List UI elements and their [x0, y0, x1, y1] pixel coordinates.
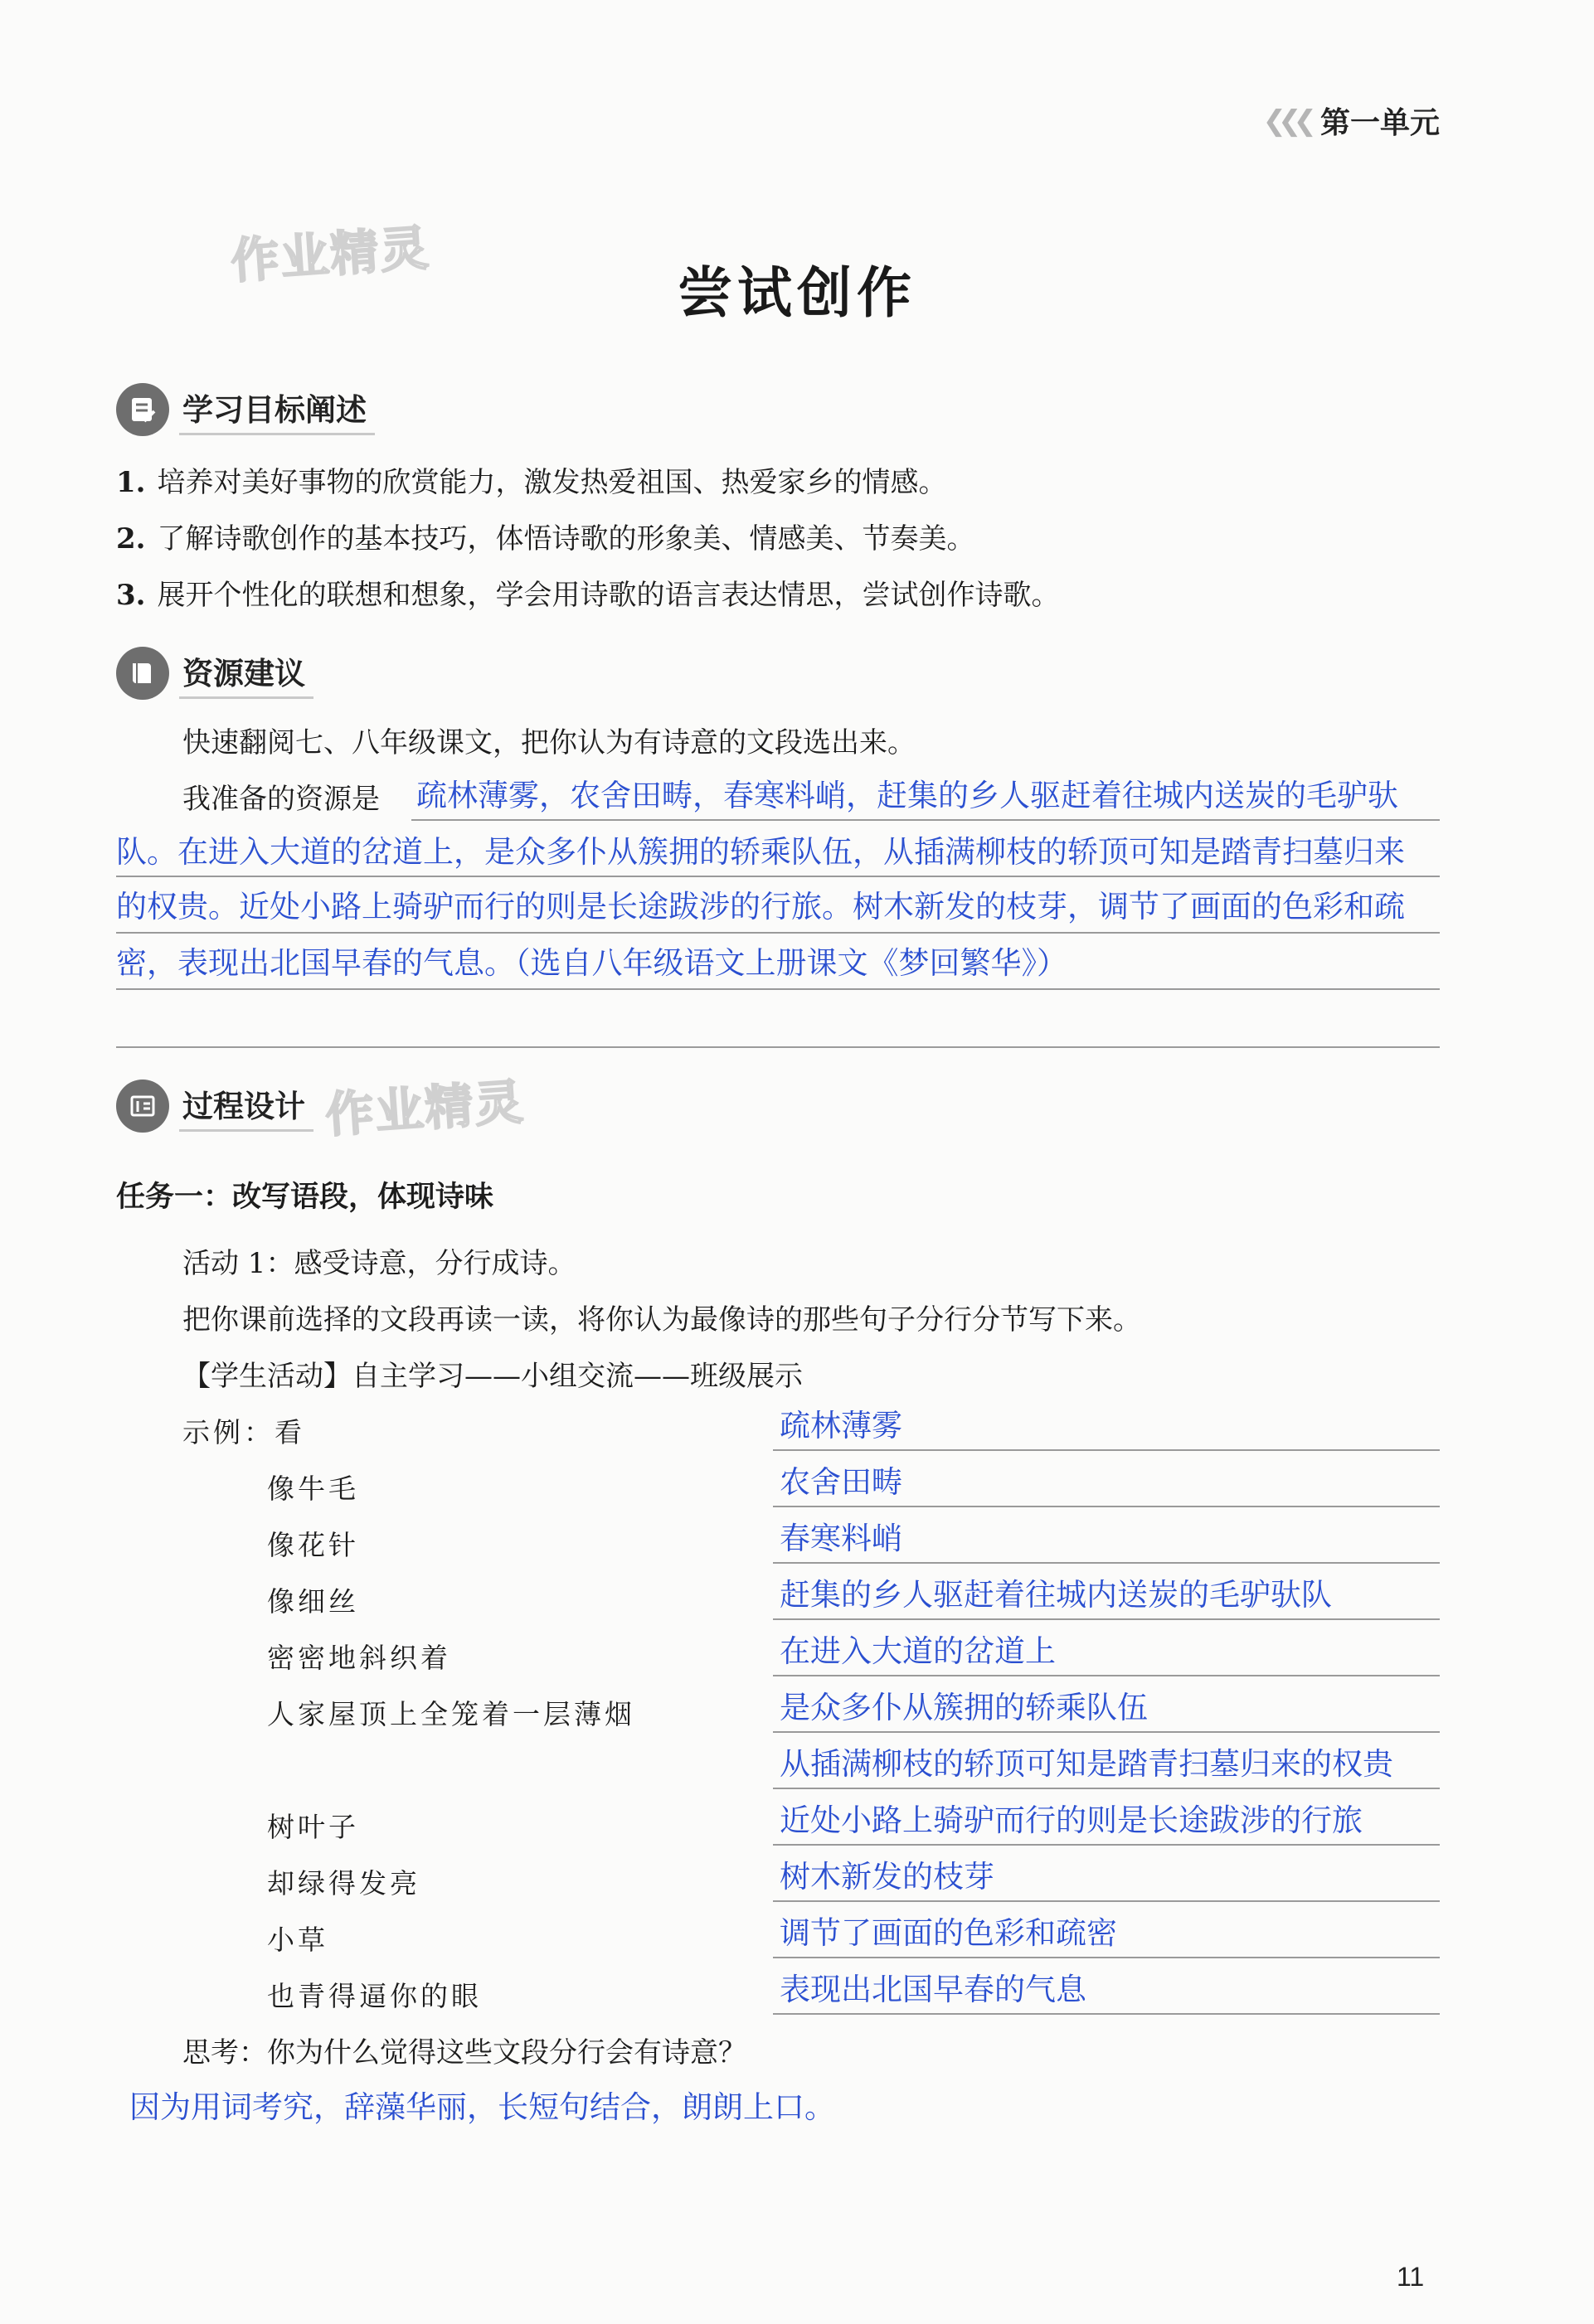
section-title: 过程设计: [179, 1081, 313, 1132]
poem-line: 像细丝: [267, 1585, 359, 1618]
task-title: 任务一：改写语段，体现诗味: [116, 1181, 494, 1214]
goal-text: 培养对美好事物的欣赏能力，激发热爱祖国、热爱家乡的情感。: [157, 466, 947, 499]
question-text: 思考：你为什么觉得这些文段分行会有诗意？: [182, 2036, 746, 2069]
answer-rule: [773, 1562, 1440, 1564]
answer-rule: [116, 988, 1440, 990]
poem-answer-line: 调节了画面的色彩和疏密: [780, 1916, 1117, 1950]
poem-line: 像牛毛: [267, 1473, 359, 1505]
answer-rule: [773, 1957, 1440, 1958]
answer-rule: [773, 1506, 1440, 1507]
resources-prompt: 我准备的资源是: [182, 783, 380, 816]
poem-line: 像花针: [267, 1529, 359, 1561]
poem-answer-line: 赶集的乡人驱赶着往城内送炭的毛驴驮队: [780, 1578, 1332, 1612]
poem-answer-line: 是众多仆从簇拥的轿乘队伍: [780, 1691, 1148, 1725]
poem-line: 人家屋顶上全笼着一层薄烟: [267, 1698, 635, 1730]
goal-text: 了解诗歌创作的基本技巧，体悟诗歌的形象美、情感美、节奏美。: [157, 522, 975, 556]
section-heading-goals: [116, 380, 375, 439]
poem-line: 却绿得发亮: [267, 1867, 420, 1899]
goal-item: [116, 522, 975, 556]
poem-answer-line: 近处小路上骑驴而行的则是长途跋涉的行旅: [780, 1803, 1363, 1837]
poem-line: 小草: [267, 1924, 328, 1956]
poem-answer-line: 疏林薄雾: [780, 1409, 902, 1443]
poem-line: 树叶子: [267, 1811, 359, 1843]
section-title: 资源建议: [179, 648, 313, 699]
answer-rule: [773, 1844, 1440, 1846]
resources-intro: 快速翻阅七、八年级课文，把你认为有诗意的文段选出来。: [182, 726, 916, 759]
goal-item: [116, 579, 1060, 612]
resource-answer-line: 疏林薄雾，农舍田畴，春寒料峭，赶集的乡人驱赶着往城内送炭的毛驴驮: [416, 779, 1398, 813]
poem-answer-line: 农舍田畴: [780, 1465, 902, 1499]
goal-number: 3.: [116, 579, 146, 612]
watermark: 作业精灵: [229, 219, 432, 290]
section-heading-process: [116, 1076, 313, 1136]
book-icon: [116, 647, 169, 700]
poem-line: 密密地斜织着: [267, 1642, 451, 1674]
watermark: 作业精灵: [323, 1073, 527, 1144]
instruction-text: 把你课前选择的文段再读一读，将你认为最像诗的那些句子分行分节写下来。: [182, 1303, 1141, 1337]
answer-rule: [116, 1046, 1440, 1048]
goal-text: 展开个性化的联想和想象，学会用诗歌的语言表达情思，尝试创作诗歌。: [157, 579, 1060, 612]
page-number: 11: [1397, 2262, 1425, 2292]
unit-title: 第一单元: [1319, 106, 1440, 140]
poem-answer-line: 春寒料峭: [780, 1521, 902, 1555]
tools-icon: [116, 1080, 169, 1133]
answer-rule: [116, 932, 1440, 934]
answer-rule: [773, 1788, 1440, 1789]
section-heading-resources: [116, 643, 313, 703]
answer-rule: [116, 876, 1440, 877]
goal-number: 1.: [116, 466, 146, 499]
answer-rule: [411, 819, 1440, 821]
answer-rule: [773, 1449, 1440, 1451]
poem-answer-line: 在进入大道的岔道上: [780, 1634, 1056, 1668]
answer-rule: [773, 1731, 1440, 1733]
question-answer: 因为用词考究，辞藻华丽，长短句结合，朗朗上口。: [129, 2090, 835, 2124]
student-activity: 【学生活动】自主学习——小组交流——班级展示: [182, 1360, 803, 1393]
resource-answer-line: 密，表现出北国早春的气息。（选自八年级语文上册课文《梦回繁华》）: [116, 946, 1067, 980]
answer-rule: [773, 2013, 1440, 2015]
chevrons-icon: ❮❮❮: [1262, 104, 1309, 138]
example-label: 示例：看: [182, 1416, 305, 1448]
poem-answer-line: 树木新发的枝芽: [780, 1860, 994, 1894]
page-title: 尝试创作: [678, 261, 916, 325]
answer-rule: [773, 1900, 1440, 1902]
poem-answer-line: 从插满柳枝的轿顶可知是踏青扫墓归来的权贵: [780, 1747, 1393, 1781]
resource-answer-line: 队。在进入大道的岔道上，是众多仆从簇拥的轿乘队伍，从插满柳枝的轿顶可知是踏青扫墓归来: [116, 835, 1405, 869]
poem-line: 也青得逼你的眼: [267, 1980, 482, 2012]
goal-item: [116, 466, 947, 499]
answer-rule: [773, 1675, 1440, 1676]
goal-number: 2.: [116, 522, 146, 556]
notepad-icon: [116, 383, 169, 436]
answer-rule: [773, 1618, 1440, 1620]
poem-answer-line: 表现出北国早春的气息: [780, 1972, 1086, 2006]
unit-header: [1263, 99, 1440, 142]
section-title: 学习目标阐述: [179, 385, 375, 435]
resource-answer-line: 的权贵。近处小路上骑驴而行的则是长途跋涉的行旅。树木新发的枝芽，调节了画面的色彩和疏: [116, 890, 1405, 924]
activity-label: 活动 1：感受诗意，分行成诗。: [182, 1247, 576, 1280]
